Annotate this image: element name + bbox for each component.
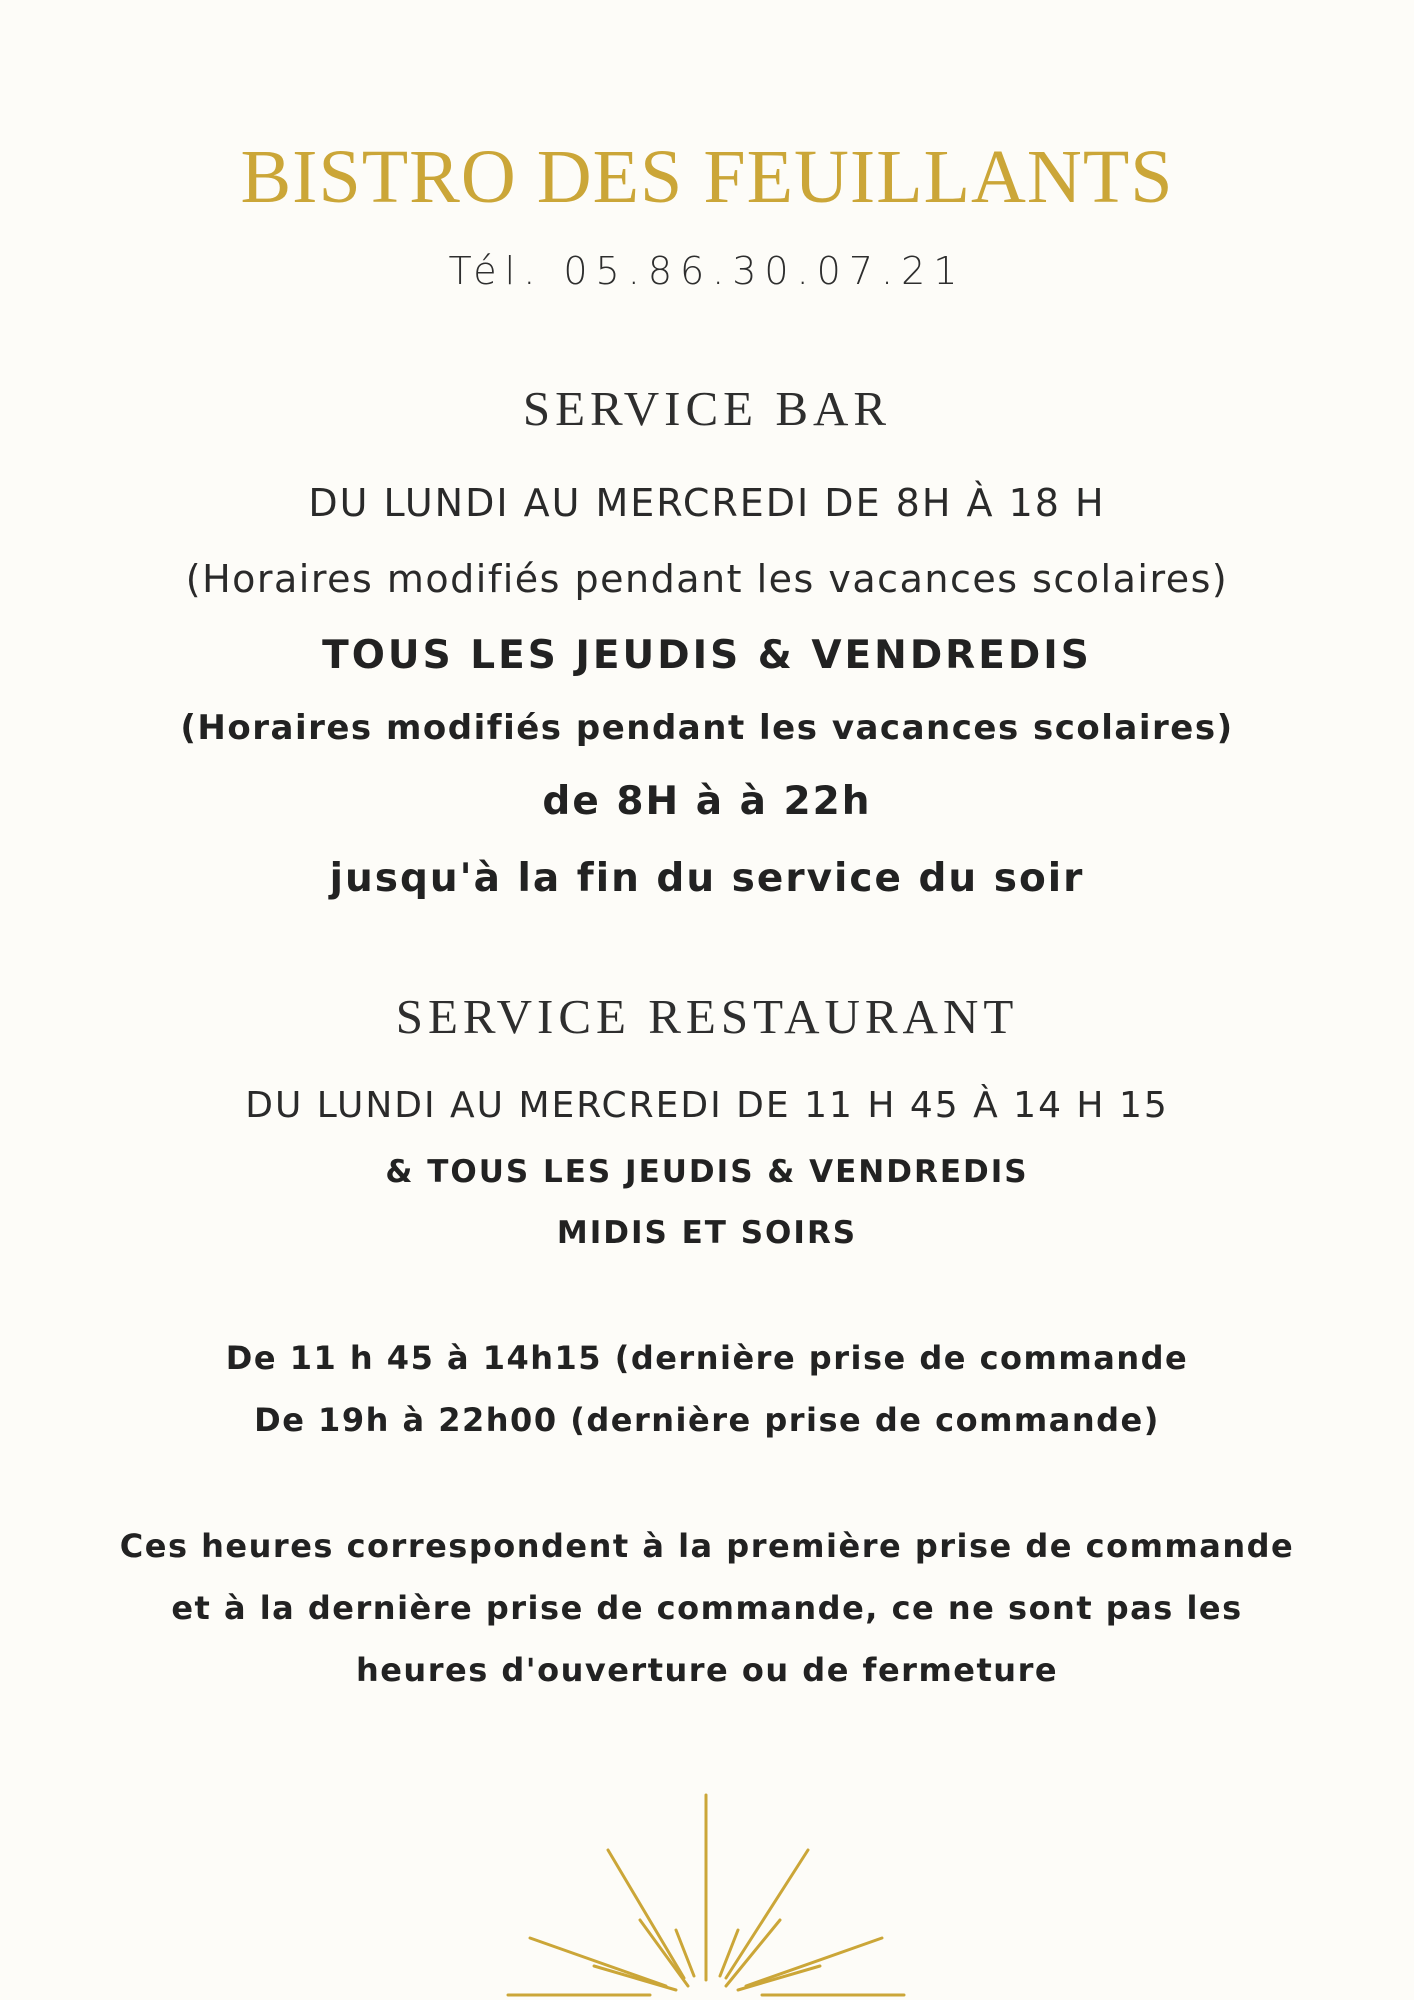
- restaurant-dinner-hours: De 19h à 22h00 (dernière prise de commande): [254, 1401, 1160, 1439]
- restaurant-weekday-hours: DU LUNDI AU MERCREDI DE 11 H 45 À 14 H 15: [245, 1085, 1169, 1126]
- order-time-note-line3: heures d'ouverture ou de fermeture: [355, 1651, 1059, 1689]
- service-bar-heading: SERVICE BAR: [522, 381, 892, 436]
- restaurant-title: BISTRO DES FEUILLANTS: [240, 135, 1174, 219]
- phone-number: Tél. 05.86.30.07.21: [448, 249, 966, 293]
- bar-thursday-friday: TOUS LES JEUDIS & VENDREDIS: [322, 633, 1092, 678]
- restaurant-lunch-dinner: MIDIS ET SOIRS: [556, 1215, 858, 1251]
- restaurant-thursday-friday: & TOUS LES JEUDIS & VENDREDIS: [385, 1154, 1029, 1190]
- service-restaurant-heading: SERVICE RESTAURANT: [395, 989, 1019, 1044]
- bar-thursday-friday-hours: de 8H à à 22h: [542, 779, 872, 824]
- bar-weekday-hours: DU LUNDI AU MERCREDI DE 8H À 18 H: [308, 481, 1106, 525]
- bar-holiday-note: (Horaires modifiés pendant les vacances scolaires): [185, 557, 1229, 601]
- order-time-note-line2: et à la dernière prise de commande, ce ne sont pas les: [171, 1589, 1243, 1627]
- bar-until-dinner-note: jusqu'à la fin du service du soir: [329, 856, 1085, 901]
- sunburst-icon: [480, 1790, 920, 2000]
- order-time-note-line1: Ces heures correspondent à la première prise de commande: [119, 1527, 1295, 1565]
- bar-holiday-note-2: (Horaires modifiés pendant les vacances scolaires): [180, 708, 1234, 748]
- restaurant-lunch-hours: De 11 h 45 à 14h15 (dernière prise de commande: [225, 1339, 1189, 1377]
